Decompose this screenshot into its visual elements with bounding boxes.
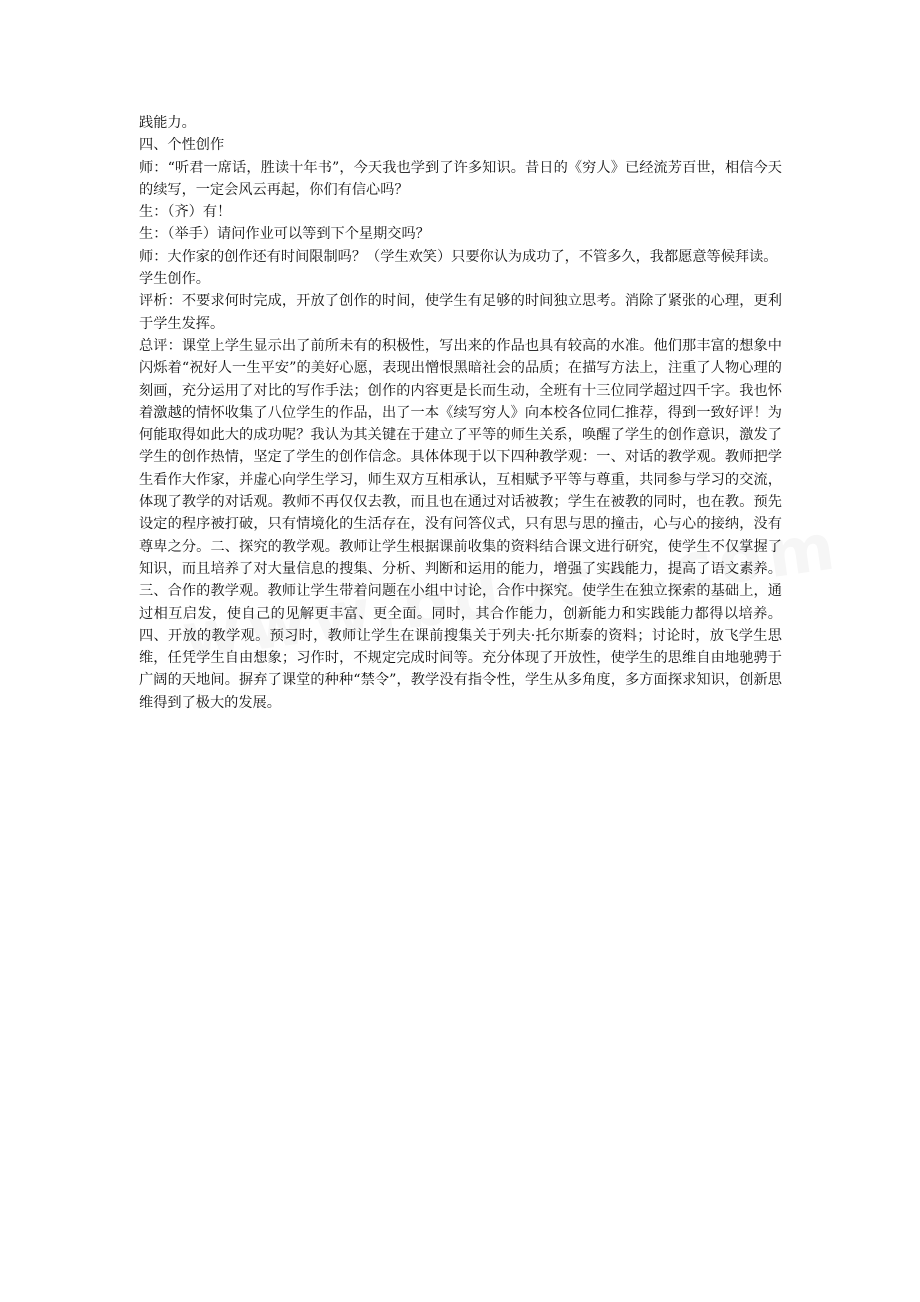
paragraph-comment: 评析：不要求何时完成，开放了创作的时间，使学生有足够的时间独立思考。消除了紧张的心理，更利于学生发挥。: [139, 293, 782, 332]
section-heading: 四、个性创作: [139, 137, 225, 154]
paragraph-teacher-intro: 师：“听君一席话，胜读十年书”，今天我也学到了许多知识。昔日的《穷人》已经流芳百世，相信今天的续写，一定会风云再起，你们有信心吗？: [139, 159, 782, 198]
paragraph-student-question: 生：（举手）请问作业可以等到下个星期交吗？: [139, 226, 430, 243]
document-body: [139, 112, 782, 714]
paragraph-student-creation: 学生创作。: [139, 271, 210, 288]
paragraph-continuation: 践能力。: [139, 115, 196, 131]
paragraph-summary: 总评：课堂上学生显示出了前所未有的积极性，写出来的作品也具有较高的水准。他们那丰富的想象中闪烁着“祝好人一生平安”的美好心愿，表现出憎恨黑暗社会的品质；在描写方法上，注重了人物心理的刻画，充分运用了对比的写作手法；创作的内容更是长而生动，全班有十三位同学超过四千字。我也怀着激越的情怀收集了八位学生的作品，出了一本《续写穷人》向本校各位同仁推荐，得到一致好评！为何能取得如此大的成功呢？我认为其关键在于建立了平等的师生关系，唤醒了学生的创作意识，激发了学生的创作热情，坚定了学生的创作信念。具体体现于以下四种教学观：一、对话的教学观。教师把学生看作大作家，并虚心向学生学习，师生双方互相承认，互相赋予平等与尊重，共同参与学习的交流，体现了教学的对话观。教师不再仅仅去教，而且也在通过对话被教；学生在被教的同时，也在教。预先设定的程序被打破，只有情境化的生活存在，没有问答仪式，只有思与思的撞击，心与心的接纳，没有尊卑之分。二、探究的教学观。教师让学生根据课前收集的资料结合课文进行研究，使学生不仅掌握了知识，而且培养了对大量信息的搜集、分析、判断和运用的能力，增强了实践能力，提高了语文素养。三、合作的教学观。教师让学生带着问题在小组中讨论，合作中探究。使学生在独立探索的基础上，通过相互启发，使自己的见解更丰富、更全面。同时，其合作能力，创新能力和实践能力都得以培养。四、开放的教学观。预习时，教师让学生在课前搜集关于列夫·托尔斯泰的资料；讨论时，放飞学生思维，任凭学生自由想象；习作时，不规定完成时间等。充分体现了开放性，使学生的思维自由地驰骋于广阔的天地间。摒弃了课堂的种种“禁令”，教学没有指令性，学生从多角度，多方面探求知识，创新思维得到了极大的发展。: [139, 337, 782, 711]
paragraph-students-reply: 生：（齐）有！: [139, 204, 232, 221]
paragraph-teacher-answer: 师：大作家的创作还有时间限制吗？（学生欢笑）只要你认为成功了，不管多久，我都愿意等候拜读。: [139, 248, 778, 265]
